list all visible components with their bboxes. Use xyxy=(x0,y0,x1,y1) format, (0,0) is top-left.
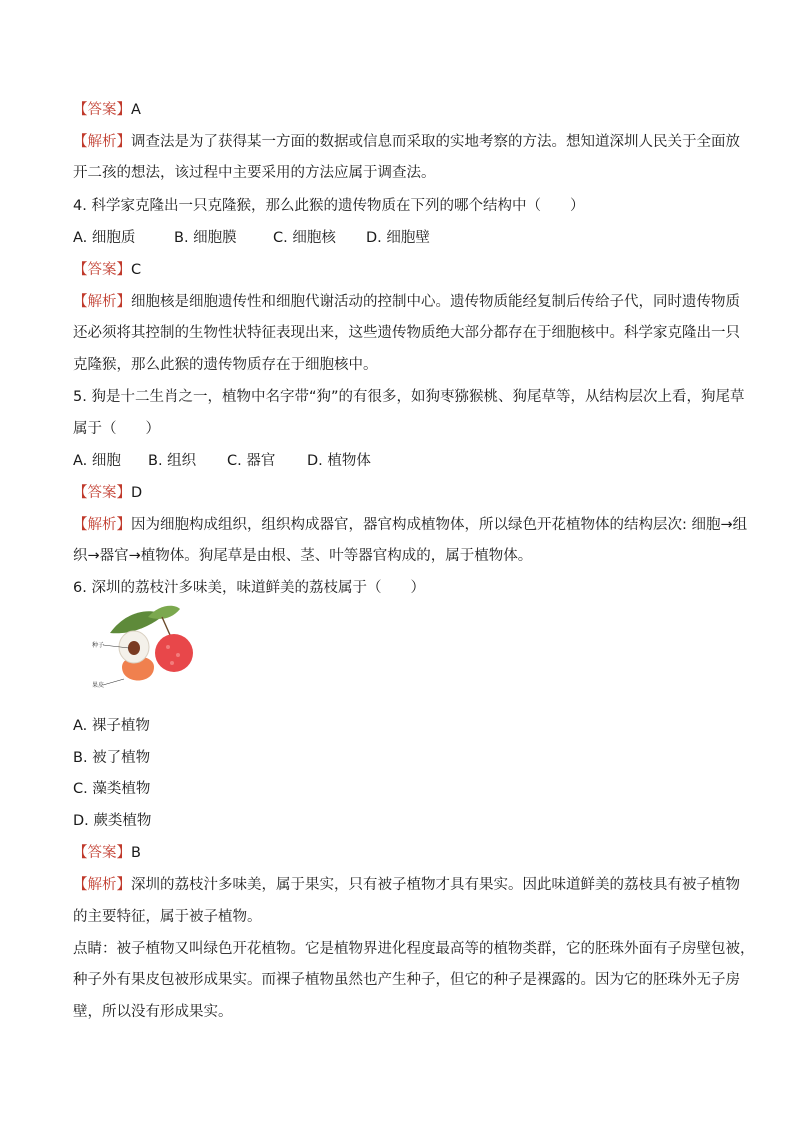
analysis-text: 因为细胞构成组织，组织构成器官，器官构成植物体，所以绿色开花植物体的结构层次: 细胞→组 xyxy=(131,517,748,533)
lychee-skin-texture xyxy=(170,661,174,665)
answer-tag: 【答案】 xyxy=(73,845,131,861)
q5-question-line-1: 5. 狗是十二生肖之一，植物中名字带“狗”的有很多，如狗枣猕猴桃、狗尾草等，从结构层次上看，狗尾草 xyxy=(73,389,745,405)
analysis-tag: 【解析】 xyxy=(73,294,131,310)
figure-label-peel: 果皮 xyxy=(92,682,105,689)
analysis-text: 细胞核是细胞遗传性和细胞代谢活动的控制中心。遗传物质能经复制后传给子代，同时遗传物质 xyxy=(131,294,740,310)
q5-option-a: A. 细胞 xyxy=(73,453,121,469)
q3-analysis-line-2: 开二孩的想法，该过程中主要采用的方法应属于调查法。 xyxy=(73,165,436,181)
analysis-tag: 【解析】 xyxy=(73,517,131,533)
q3-analysis-line-1 xyxy=(73,132,740,152)
q6-question: 6. 深圳的荔枝汁多味美，味道鲜美的荔枝属于（ ） xyxy=(73,580,425,596)
answer-tag: 【答案】 xyxy=(73,102,131,118)
lychee-skin-texture xyxy=(166,645,170,649)
q4-analysis-line-3: 克隆猴，那么此猴的遗传物质存在于细胞核中。 xyxy=(73,357,378,373)
q5-option-d: D. 植物体 xyxy=(307,453,371,469)
analysis-tag: 【解析】 xyxy=(73,877,131,893)
q4-option-d: D. 细胞壁 xyxy=(366,230,430,246)
q6-option-b: B. 被了植物 xyxy=(73,750,151,766)
answer-value: C xyxy=(131,262,142,278)
q6-option-d: D. 蕨类植物 xyxy=(73,813,152,829)
q5-answer xyxy=(73,483,142,503)
q6-note-line-2: 种子外有果皮包被形成果实。而裸子植物虽然也产生种子，但它的种子是裸露的。因为它的胚珠外无子房 xyxy=(73,972,740,988)
q6-note-line-1: 点睛：被子植物又叫绿色开花植物。它是植物界进化程度最高等的植物类群，它的胚珠外面有子房壁包被， xyxy=(73,941,755,957)
q4-analysis-line-1 xyxy=(73,292,740,312)
q6-analysis-line-2: 的主要特征，属于被子植物。 xyxy=(73,909,262,925)
q6-option-c: C. 藻类植物 xyxy=(73,781,151,797)
q6-analysis-line-1 xyxy=(73,875,740,895)
q6-note-line-3: 壁，所以没有形成果实。 xyxy=(73,1004,233,1020)
analysis-tag: 【解析】 xyxy=(73,134,131,150)
q6-option-a: A. 裸子植物 xyxy=(73,718,150,734)
analysis-text: 调查法是为了获得某一方面的数据或信息而采取的实地考察的方法。想知道深圳人民关于全面放 xyxy=(131,134,740,150)
q4-option-b: B. 细胞膜 xyxy=(174,230,237,246)
q5-question-line-2: 属于（ ） xyxy=(73,421,160,437)
q4-answer xyxy=(73,260,141,280)
lychee-whole xyxy=(155,634,193,672)
answer-tag: 【答案】 xyxy=(73,485,131,501)
q5-option-c: C. 器官 xyxy=(227,453,276,469)
lychee-seed xyxy=(128,641,140,655)
answer-tag: 【答案】 xyxy=(73,262,131,278)
lychee-figure xyxy=(92,605,202,695)
label-line-peel xyxy=(103,679,124,685)
q6-answer xyxy=(73,843,141,863)
q3-answer xyxy=(73,100,141,120)
answer-value: B xyxy=(131,845,141,861)
q4-question: 4. 科学家克隆出一只克隆猴，那么此猴的遗传物质在下列的哪个结构中（ ） xyxy=(73,198,585,214)
lychee-skin-texture xyxy=(176,653,180,657)
q4-option-c: C. 细胞核 xyxy=(273,230,336,246)
answer-value: D xyxy=(131,485,143,501)
q5-option-b: B. 组织 xyxy=(148,453,197,469)
analysis-text: 深圳的荔枝汁多味美，属于果实，只有被子植物才具有果实。因此味道鲜美的荔枝具有被子植物 xyxy=(131,877,740,893)
q4-analysis-line-2: 还必须将其控制的生物性状特征表现出来，这些遗传物质绝大部分都存在于细胞核中。科学家克隆出一只 xyxy=(73,325,740,341)
lychee-stem xyxy=(162,617,170,635)
q5-options xyxy=(73,451,371,471)
q4-option-a: A. 细胞质 xyxy=(73,230,136,246)
figure-label-seed: 种子 xyxy=(92,642,105,649)
answer-value: A xyxy=(131,102,141,118)
q5-analysis-line-1 xyxy=(73,515,747,535)
lychee-leaf xyxy=(148,606,180,619)
q5-analysis-line-2: 织→器官→植物体。狗尾草是由根、茎、叶等器官构成的，属于植物体。 xyxy=(73,548,533,564)
q4-options xyxy=(73,228,430,248)
